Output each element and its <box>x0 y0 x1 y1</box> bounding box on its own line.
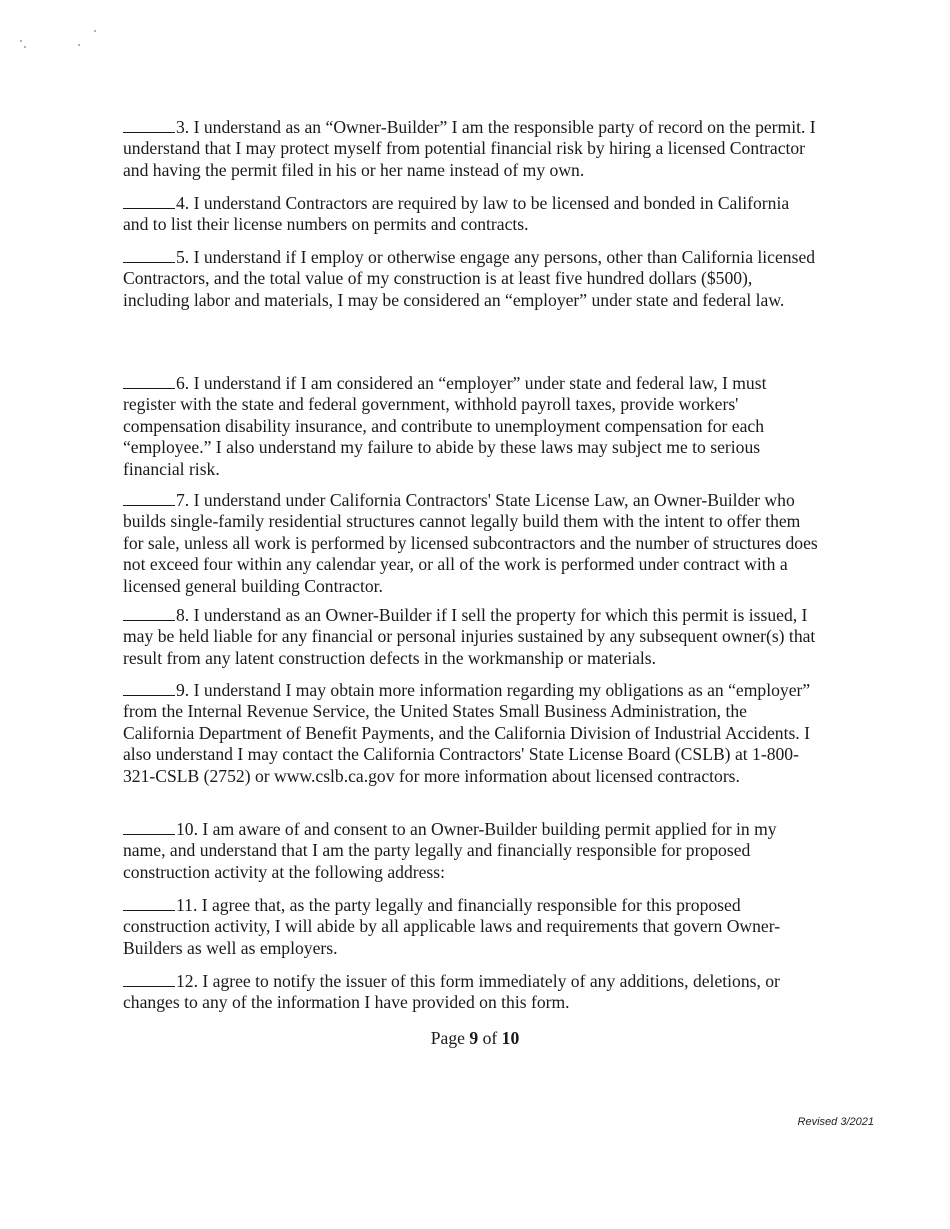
acknowledgement-item-8 <box>123 605 823 669</box>
acknowledgement-item-5 <box>123 247 818 311</box>
item-text: 5. I understand if I employ or otherwise engage any persons, other than California licensed Contractors, and the total value of my construction is at least five hundred dollars ($500), including labor and materials, I may be considered an “employer” under state and federal law. <box>123 247 816 310</box>
item-text: 11. I agree that, as the party legally and financially responsible for this proposed construction activity, I will abide by all applicable laws and requirements that govern Owner-Builders as well as employers. <box>123 895 781 958</box>
page-number-footer <box>0 1028 950 1049</box>
item-text: 12. I agree to notify the issuer of this form immediately of any additions, deletions, or changes to any of the information I have provided on this form. <box>123 971 780 1013</box>
scan-speck <box>94 30 96 32</box>
page-of-label: of <box>482 1028 498 1048</box>
scan-speck <box>24 46 26 48</box>
item-text: 7. I understand under California Contractors' State License Law, an Owner-Builder who builds single-family residential structures cannot legally build them with the intent to offer them for sale, unless all work is performed by licensed subcontractors and the number of structures does not exceed four within any calendar year, or all of the work is performed under contract with a licensed general building Contractor. <box>123 490 818 596</box>
item-text: 6. I understand if I am considered an “employer” under state and federal law, I must register with the state and federal government, withhold payroll taxes, provide workers' compensation disability insurance, and contribute to unemployment compensation for each “employee.” I also understand my failure to abide by these laws may subject me to serious financial risk. <box>123 373 767 479</box>
initial-blank[interactable] <box>123 193 175 209</box>
acknowledgement-item-7 <box>123 490 823 597</box>
acknowledgement-item-12 <box>123 971 818 1014</box>
page-label: Page <box>430 1028 465 1048</box>
item-text: 10. I am aware of and consent to an Owner-Builder building permit applied for in my name, and understand that I am the party legally and financially responsible for proposed construction activity at the following address: <box>123 819 777 882</box>
initial-blank[interactable] <box>123 247 175 263</box>
acknowledgement-item-4 <box>123 193 818 236</box>
scan-speck <box>78 44 80 46</box>
current-page-number: 9 <box>469 1028 479 1048</box>
initial-blank[interactable] <box>123 117 175 133</box>
total-pages: 10 <box>501 1028 520 1048</box>
acknowledgement-item-11 <box>123 895 818 959</box>
initial-blank[interactable] <box>123 895 175 911</box>
scan-speck <box>20 40 22 42</box>
item-text: 8. I understand as an Owner-Builder if I sell the property for which this permit is issued, I may be held liable for any financial or personal injuries sustained by any subsequent owner(s) that result from any latent construction defects in the workmanship or materials. <box>123 605 816 668</box>
initial-blank[interactable] <box>123 971 175 987</box>
initial-blank[interactable] <box>123 373 175 389</box>
initial-blank[interactable] <box>123 819 175 835</box>
acknowledgement-item-10 <box>123 819 818 883</box>
item-text: 3. I understand as an “Owner-Builder” I am the responsible party of record on the permit. I understand that I may protect myself from potential financial risk by hiring a licensed Contractor and having the permit filed in his or her name instead of my own. <box>123 117 816 180</box>
revision-date: Revised 3/2021 <box>797 1116 874 1128</box>
acknowledgement-item-3 <box>123 117 818 181</box>
acknowledgement-item-6 <box>123 373 818 480</box>
acknowledgement-item-9 <box>123 680 818 787</box>
initial-blank[interactable] <box>123 490 175 506</box>
initial-blank[interactable] <box>123 605 175 621</box>
initial-blank[interactable] <box>123 680 175 696</box>
item-text: 9. I understand I may obtain more information regarding my obligations as an “employer” from the Internal Revenue Service, the United States Small Business Administration, the California Department of Benefit Payments, and the California Division of Industrial Accidents. I also understand I may contact the California Contractors' State License Board (CSLB) at 1-800-321-CSLB (2752) or www.cslb.ca.gov for more information about licensed contractors. <box>123 680 811 786</box>
item-text: 4. I understand Contractors are required by law to be licensed and bonded in California and to list their license numbers on permits and contracts. <box>123 193 790 235</box>
